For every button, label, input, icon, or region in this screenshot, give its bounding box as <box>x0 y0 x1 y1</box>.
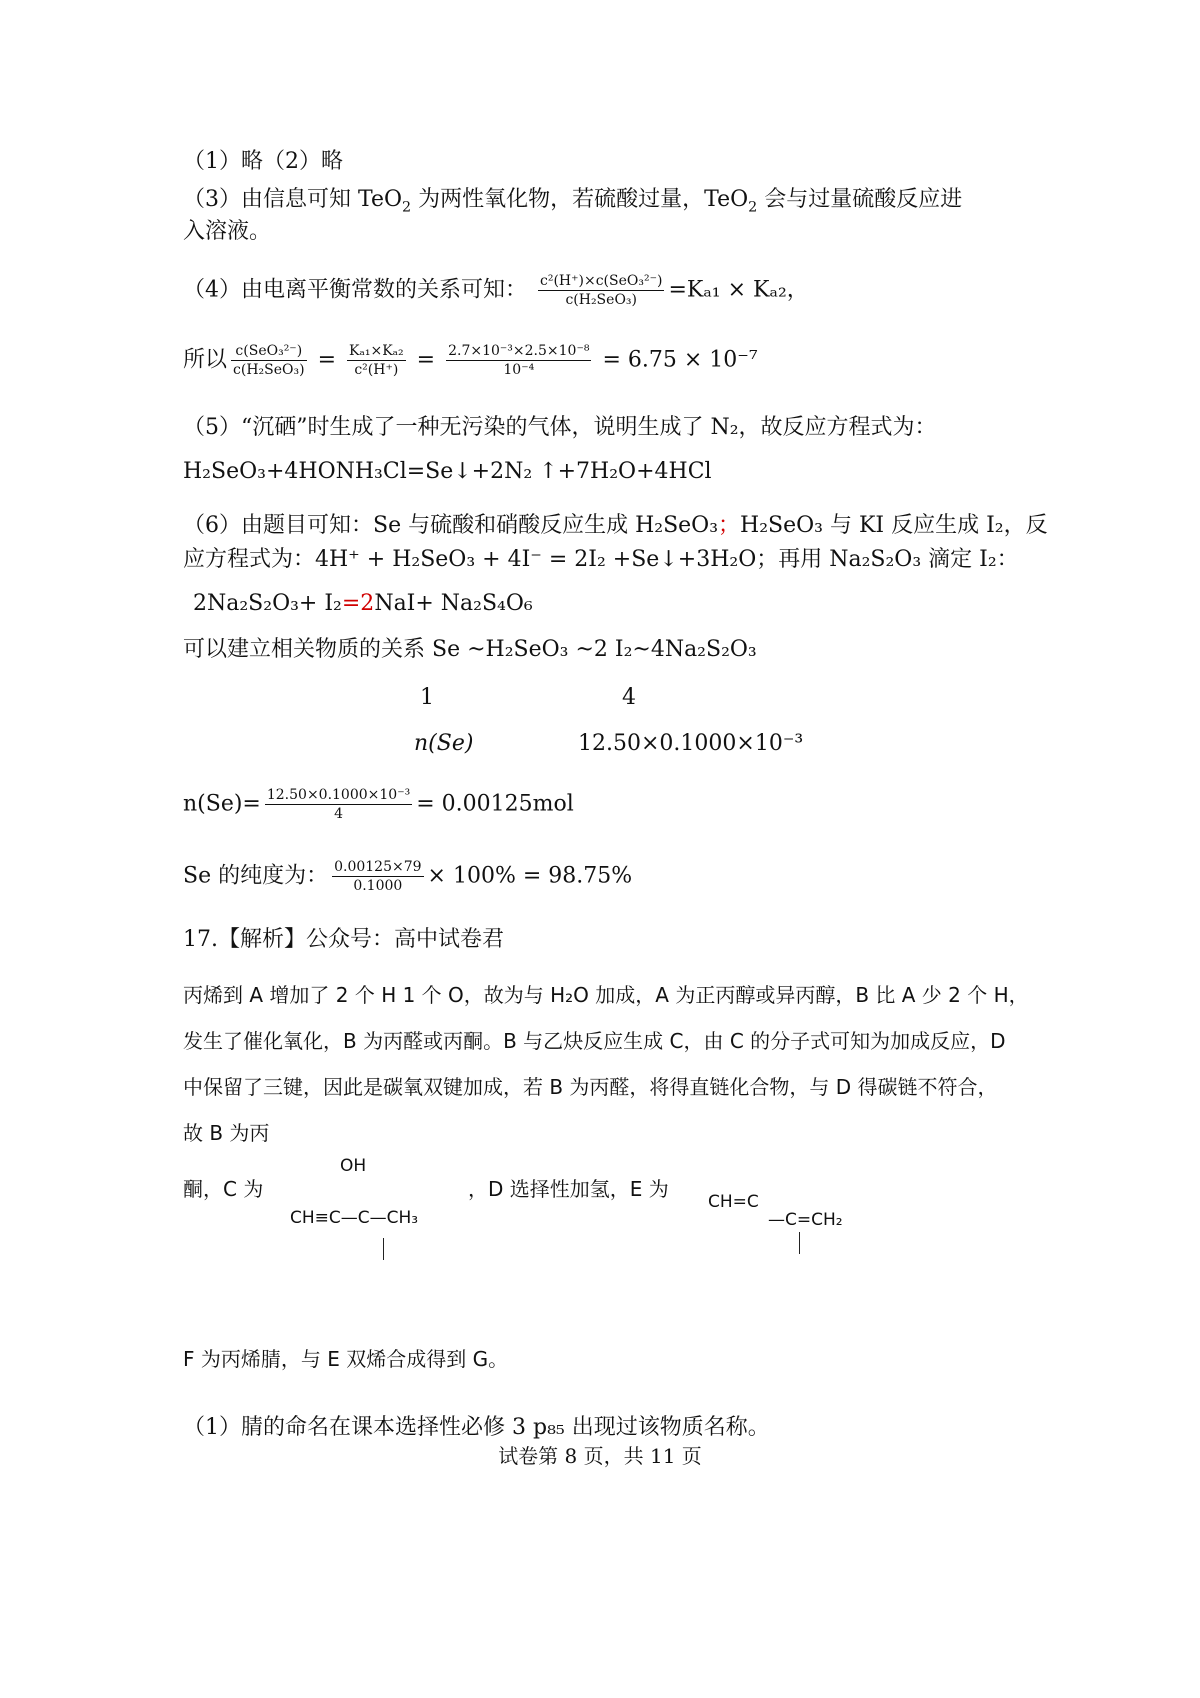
relation-n-se: n(Se) <box>414 731 474 756</box>
q17-para-line5b: ，D 选择性加氢，E 为 <box>468 1177 669 1201</box>
answer-4-line2: 所以 $\frac{\text{c(SeO₃²⁻)}}{\text{c(H₂SeO₃)}}$ = $\frac{\text{Kₐ₁×Kₐ₂}}{\text{c²(H⁺)}}$ = $\frac{\text{2.7×10⁻³×2.5×10⁻⁸}}{\text{10⁻⁴}}$ = 6.75 × 10⁻⁷ <box>183 343 758 379</box>
ratio-fraction: $\frac{\text{c²(H⁺)×c(SeO₃²⁻)}}{\text{c(H₂SeO₃)}}$ <box>540 273 663 309</box>
relation-coef-na2s2o3: 4 <box>622 685 636 710</box>
page-footer: 试卷第 8 页，共 11 页 <box>498 1444 702 1468</box>
answer-6-line2: 应方程式为：4H⁺ + H₂SeO₃ + 4I⁻ = 2I₂ +Se↓+3H₂O；再用 Na₂S₂O₃ 滴定 I₂： <box>183 547 1019 572</box>
q17-para-line6: F 为丙烯腈，与 E 双烯合成得到 G。 <box>183 1347 509 1371</box>
answer-5-equation: H₂SeO₃+4HONH₃Cl=Se↓+2N₂ ↑+7H₂O+4HCl <box>183 459 712 484</box>
purity-calc: Se 的纯度为： $\frac{0.00125\times 79}{0.1000}$ × 100% = 98.75% <box>183 859 633 895</box>
q17-para-line1: 丙烯到 A 增加了 2 个 H 1 个 O，故为与 H₂O 加成，A 为正丙醇或异丙醇，B 比 A 少 2 个 H， <box>183 983 1029 1007</box>
answer-6-equation: 2Na₂S₂O₃+ I₂=2NaI+ Na₂S₄O₆ <box>193 591 533 616</box>
answer-6-line1: （6）由题目可知：Se 与硫酸和硝酸反应生成 H₂SeO₃；H₂SeO₃ 与 KI 反应生成 I₂，反 <box>183 513 1048 538</box>
n-se-calc: n(Se)= $\frac{\text{12.50×0.1000×10⁻³}}{4}$ = 0.00125mol <box>183 787 574 823</box>
relation-amount: 12.50×0.1000×10⁻³ <box>578 731 804 756</box>
q17-para-line3: 中保留了三键，因此是碳氧双键加成，若 B 为丙醛，将得直链化合物，与 D 得碳链不符合， <box>183 1075 998 1099</box>
q17-heading: 17.【解析】公众号：高中试卷君 <box>183 927 504 952</box>
q17-para-line5a: 酮，C 为 <box>183 1177 264 1201</box>
answer-4-line1: （4）由电离平衡常数的关系可知： $\frac{\text{c²(H⁺)×c(SeO₃²⁻)}}{\text{c(H₂SeO₃)}}$ =Kₐ₁ × Kₐ₂， <box>183 273 809 309</box>
answer-3-line2: 入溶液。 <box>183 219 272 244</box>
answer-5-line1: （5）“沉硒”时生成了一种无污染的气体，说明生成了 N₂，故反应方程式为： <box>183 415 937 440</box>
answer-3-line1: （3）由信息可知 TeO$_2$ 为两性氧化物，若硫酸过量，TeO$_2$ 会与过量硫酸反应进 <box>183 187 963 216</box>
q17-para-line4: 故 B 为丙 <box>183 1121 270 1145</box>
answer-6-relation: 可以建立相关物质的关系 Se ~H₂SeO₃ ~2 I₂~4Na₂S₂O₃ <box>183 637 757 662</box>
q17-answer-1: （1）腈的命名在课本选择性必修 3 p₈₅ 出现过该物质名称。 <box>183 1415 770 1440</box>
q17-para-line2: 发生了催化氧化，B 为丙醛或丙酮。B 与乙炔反应生成 C，由 C 的分子式可知为加成反应，D <box>183 1029 1006 1053</box>
molecule-c-chain: CH≡C—C—CH₃ <box>290 1208 419 1228</box>
molecule-e-top: CH=C <box>708 1192 759 1212</box>
relation-coef-se: 1 <box>420 685 434 710</box>
molecule-c-oh: OH <box>340 1156 367 1176</box>
molecule-e-side: —C=CH₂ <box>768 1210 843 1230</box>
answer-1-2: （1）略（2）略 <box>183 149 343 174</box>
molecule-c-bond <box>383 1238 384 1260</box>
molecule-e-bond <box>799 1232 800 1254</box>
